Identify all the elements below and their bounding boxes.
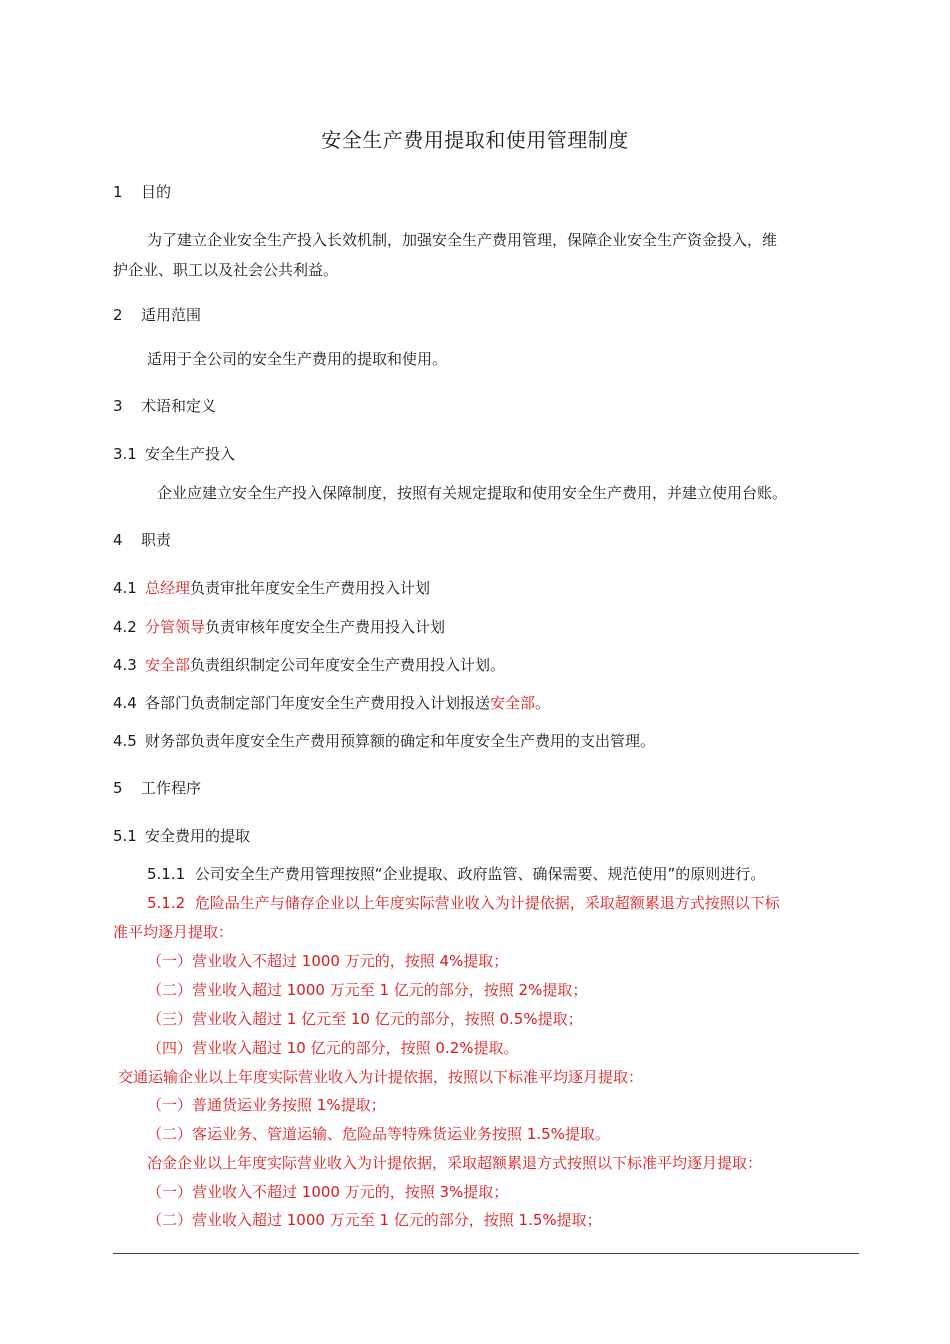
responsibility-4-1: 4.1 总经理负责审批年度安全生产费用投入计划 xyxy=(113,579,431,597)
section-5-1-heading: 5.1 安全费用的提取 xyxy=(113,827,251,845)
highlight-general-manager: 总经理 xyxy=(145,579,191,597)
scope-paragraph: 适用于全公司的安全生产费用的提取和使用。 xyxy=(147,350,448,368)
hazmat-rate-3: （三）营业收入超过 1 亿元至 10 亿元的部分，按照 0.5%提取； xyxy=(147,1010,583,1028)
hazmat-rate-1: （一）营业收入不超过 1000 万元的，按照 4%提取； xyxy=(147,952,509,970)
purpose-paragraph-line-2: 护企业、职工以及社会公共利益。 xyxy=(113,261,339,279)
section-5-heading: 5 工作程序 xyxy=(113,779,202,797)
safety-investment-paragraph: 企业应建立安全生产投入保障制度，按照有关规定提取和使用安全生产费用，并建立使用台账。 xyxy=(157,484,788,502)
footer-divider xyxy=(113,1253,859,1254)
transport-rate-2: （二）客运业务、管道运输、危险品等特殊货运业务按照 1.5%提取。 xyxy=(147,1125,610,1143)
document-title: 安全生产费用提取和使用管理制度 xyxy=(321,128,629,152)
highlight-safety-dept-2: 安全部 xyxy=(490,694,536,712)
section-3-heading: 3 术语和定义 xyxy=(113,397,217,415)
transport-intro: 交通运输企业以上年度实际营业收入为计提依据，按照以下标准平均逐月提取： xyxy=(118,1068,644,1086)
transport-rate-1: （一）普通货运业务按照 1%提取； xyxy=(147,1096,386,1114)
hazmat-rate-2: （二）营业收入超过 1000 万元至 1 亿元的部分，按照 2%提取； xyxy=(147,981,588,999)
responsibility-4-2: 4.2 分管领导负责审核年度安全生产费用投入计划 xyxy=(113,618,446,636)
section-3-1-heading: 3.1 安全生产投入 xyxy=(113,445,236,463)
clause-5-1-2-line-2: 准平均逐月提取： xyxy=(113,923,234,941)
metallurgy-rate-2: （二）营业收入超过 1000 万元至 1 亿元的部分，按照 1.5%提取； xyxy=(147,1211,602,1229)
responsibility-4-5: 4.5 财务部负责年度安全生产费用预算额的确定和年度安全生产费用的支出管理。 xyxy=(113,732,656,750)
clause-5-1-1: 5.1.1 公司安全生产费用管理按照“企业提取、政府监管、确保需要、规范使用”的原则进行。 xyxy=(147,865,766,883)
metallurgy-rate-1: （一）营业收入不超过 1000 万元的，按照 3%提取； xyxy=(147,1183,509,1201)
clause-5-1-2-line-1: 5.1.2 危险品生产与储存企业以上年度实际营业收入为计提依据，采取超额累退方式按照以下标 xyxy=(147,894,780,912)
highlight-leader: 分管领导 xyxy=(145,618,206,636)
purpose-paragraph-line-1: 为了建立企业安全生产投入长效机制，加强安全生产费用管理，保障企业安全生产资金投入，维 xyxy=(147,231,778,249)
hazmat-rate-4: （四）营业收入超过 10 亿元的部分，按照 0.2%提取。 xyxy=(147,1039,519,1057)
highlight-safety-dept: 安全部 xyxy=(145,656,191,674)
section-1-heading: 1 目的 xyxy=(113,183,172,201)
responsibility-4-4: 4.4 各部门负责制定部门年度安全生产费用投入计划报送安全部。 xyxy=(113,694,551,712)
section-4-heading: 4 职责 xyxy=(113,531,172,549)
responsibility-4-3: 4.3 安全部负责组织制定公司年度安全生产费用投入计划。 xyxy=(113,656,506,674)
metallurgy-intro: 冶金企业以上年度实际营业收入为计提依据，采取超额累退方式按照以下标准平均逐月提取： xyxy=(147,1154,763,1172)
section-2-heading: 2 适用范围 xyxy=(113,306,202,324)
